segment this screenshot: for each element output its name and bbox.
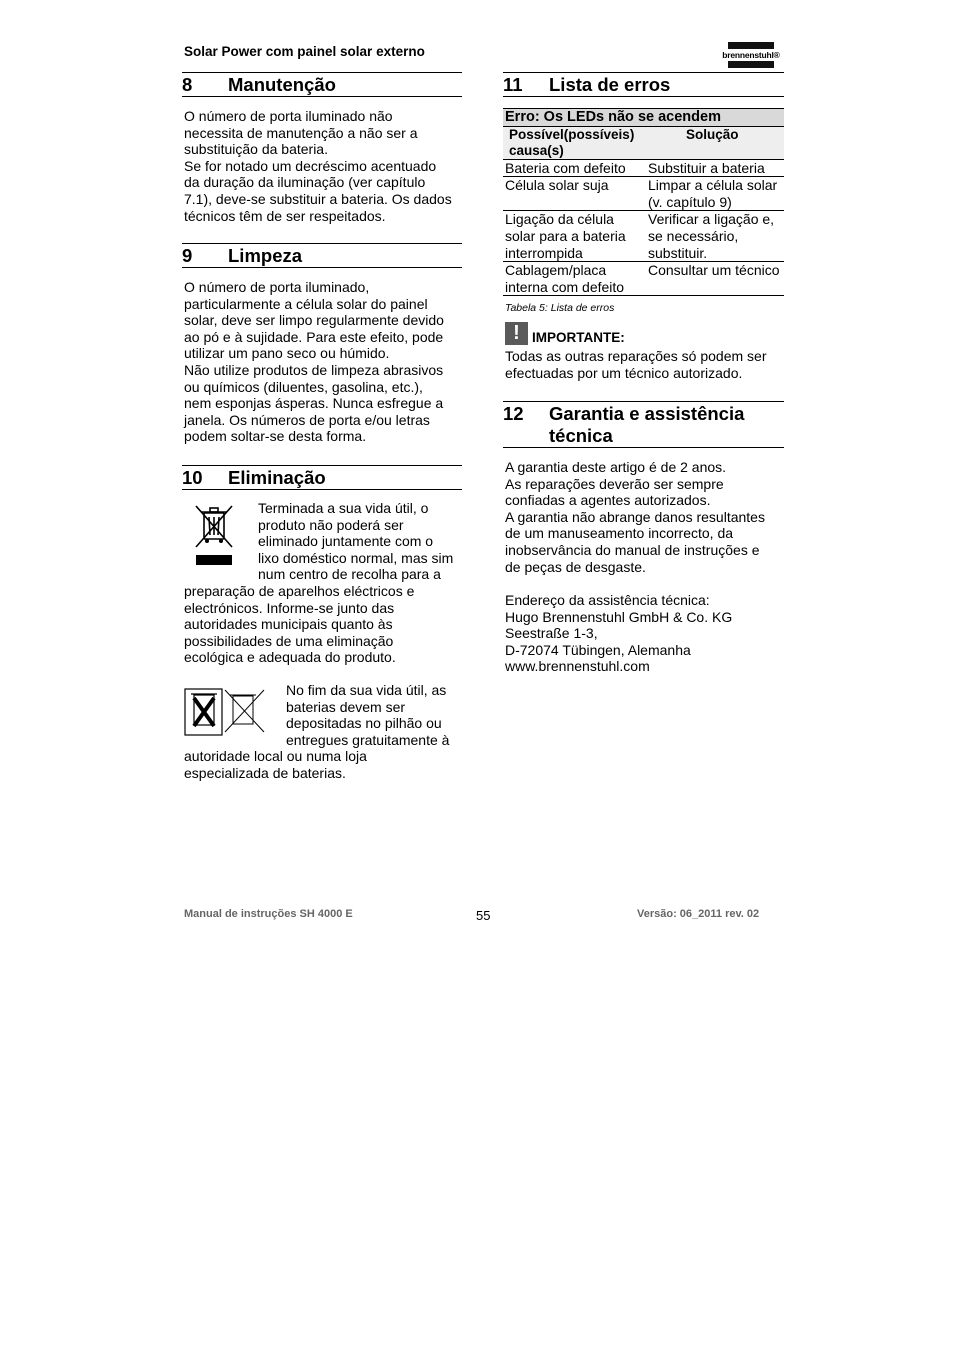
address-line: D-72074 Tübingen, Alemanha xyxy=(505,641,691,658)
text-line: substituição da bateria. xyxy=(184,141,328,158)
cause-cell: Célula solar suja xyxy=(503,177,646,211)
text-line: especializada de baterias. xyxy=(184,764,346,781)
section-12-body xyxy=(505,459,795,575)
section-9-heading xyxy=(182,243,462,268)
text-line: depositadas no pilhão ou xyxy=(286,715,442,732)
logo-wordmark: brennenstuhl® xyxy=(722,50,780,60)
section-10-para1-side xyxy=(258,500,473,583)
text-line: eliminado juntamente com o xyxy=(258,533,434,550)
text-line: O número de porta iluminado, xyxy=(184,279,370,295)
section-number: 9 xyxy=(182,245,193,266)
section-11 xyxy=(503,72,784,97)
section-number: 8 xyxy=(182,74,193,95)
error-table-title-row xyxy=(503,109,784,127)
section-10 xyxy=(182,465,462,490)
text-line: A garantia deste artigo é de 2 anos. xyxy=(505,459,727,475)
text-line: entregues gratuitamente à xyxy=(286,731,450,748)
text-line: preparação de aparelhos eléctricos e xyxy=(184,583,415,599)
section-9 xyxy=(182,243,462,268)
error-table-header-row xyxy=(503,126,784,159)
table-caption: Tabela 5: Lista de erros xyxy=(505,302,615,314)
text-line: electrónicos. Informe-se junto das xyxy=(184,599,395,616)
table-row xyxy=(503,177,784,211)
text-line: podem soltar-se desta forma. xyxy=(184,428,367,445)
error-table xyxy=(503,108,784,296)
solution-cell: Consultar um técnico xyxy=(646,262,784,296)
text-line: ecológica e adequada do produto. xyxy=(184,649,396,666)
table-row xyxy=(503,262,784,296)
warning-exclamation-icon: ! xyxy=(505,322,528,345)
section-9-body xyxy=(184,279,474,445)
text-line: A garantia não abrange danos resultantes xyxy=(505,508,765,525)
section-11-heading xyxy=(503,72,784,97)
error-table-title: Erro: Os LEDs não se acendem xyxy=(503,109,784,127)
section-10-para2-full xyxy=(184,748,474,781)
weee-crossed-bin-icon xyxy=(193,503,235,567)
document-header-title: Solar Power com painel solar externo xyxy=(184,44,425,59)
text-line: Terminada a sua vida útil, o xyxy=(258,500,429,516)
page-number: 55 xyxy=(476,908,491,923)
text-line: possibilidades de uma eliminação xyxy=(184,632,394,649)
text-line: As reparações deverão ser sempre xyxy=(505,475,724,492)
footer-manual-title: Manual de instruções SH 4000 E xyxy=(184,908,353,920)
section-title: Limpeza xyxy=(228,245,303,266)
website-link: www.brennenstuhl.com xyxy=(505,658,650,675)
text-line: autoridade local ou numa loja xyxy=(184,748,367,764)
solution-cell: Substituir a bateria xyxy=(646,159,784,177)
solution-cell: Limpar a célula solar (v. capítulo 9) xyxy=(646,177,784,211)
service-address xyxy=(505,592,795,675)
column-header-cause: Possível(possíveis) causa(s) xyxy=(503,126,646,159)
cause-cell: Cablagem/placa interna com defeito xyxy=(503,262,646,296)
footer-version: Versão: 06_2011 rev. 02 xyxy=(637,908,760,920)
text-line: particularmente a célula solar do painel xyxy=(184,295,428,312)
section-8-heading xyxy=(182,72,462,97)
text-line: inobservância do manual de instruções e xyxy=(505,541,760,558)
address-line: Seestraße 1-3, xyxy=(505,625,598,642)
table-row xyxy=(503,211,784,262)
text-line: O número de porta iluminado não xyxy=(184,108,393,124)
section-title: Lista de erros xyxy=(549,74,671,95)
section-12 xyxy=(503,401,784,448)
important-text xyxy=(505,348,790,381)
logo-bar-bottom xyxy=(728,61,774,68)
text-line: Não utilize produtos de limpeza abrasivos xyxy=(184,361,444,378)
cause-cell: Ligação da célula solar para a bateria interrompida xyxy=(503,211,646,262)
text-line: da duração da iluminação (ver capítulo xyxy=(184,174,426,191)
column-header-solution: Solução xyxy=(646,126,784,159)
section-10-para1-full xyxy=(184,583,474,666)
text-line: solar, deve ser limpo regularmente devido xyxy=(184,312,444,329)
section-8 xyxy=(182,72,462,97)
cause-cell: Bateria com defeito xyxy=(503,159,646,177)
text-line: autoridades municipais quanto às xyxy=(184,616,393,633)
address-line: Endereço da assistência técnica: xyxy=(505,592,710,608)
section-title: Manutenção xyxy=(228,74,336,95)
text-line: No fim da sua vida útil, as xyxy=(286,682,447,698)
text-line: confiadas a agentes autorizados. xyxy=(505,492,711,509)
solution-cell: Verificar a ligação e, se necessário, substituir. xyxy=(646,211,784,262)
battery-disposal-icon xyxy=(184,688,266,736)
section-number: 10 xyxy=(182,467,203,488)
text-line: nem esponjas ásperas. Nunca esfregue a xyxy=(184,395,444,412)
section-number: 11 xyxy=(503,74,523,95)
section-number: 12 xyxy=(503,403,524,424)
text-line: utilizar um pano seco ou húmido. xyxy=(184,345,390,362)
brand-logo xyxy=(718,42,784,68)
text-line: de peças de desgaste. xyxy=(505,558,646,575)
text-line: necessita de manutenção a não ser a xyxy=(184,124,418,141)
section-12-heading xyxy=(503,401,784,448)
section-10-para2-side xyxy=(286,682,476,748)
address-line: Hugo Brennenstuhl GmbH & Co. KG xyxy=(505,608,733,625)
text-line: Se for notado um decréscimo acentuado xyxy=(184,157,437,174)
text-line: ao pó e à sujidade. Para este efeito, pode xyxy=(184,328,444,345)
text-line: produto não poderá ser xyxy=(258,516,404,533)
section-title: Eliminação xyxy=(228,467,326,488)
table-row xyxy=(503,159,784,177)
text-line: ou químicos (diluentes, gasolina, etc.), xyxy=(184,378,423,395)
text-line: baterias devem ser xyxy=(286,698,406,715)
section-title: Garantia e assistência técnica xyxy=(549,403,745,446)
text-line: 7.1), deve-se substituir a bateria. Os dados xyxy=(184,190,452,207)
text-line: janela. Os números de porta e/ou letras xyxy=(184,411,430,428)
text-line: efectuadas por um técnico autorizado. xyxy=(505,364,743,381)
section-10-heading xyxy=(182,465,462,490)
important-label: IMPORTANTE: xyxy=(532,330,625,345)
text-line: num centro de recolha para a xyxy=(258,566,441,583)
text-line: Todas as outras reparações só podem ser xyxy=(505,348,767,364)
text-line: técnicos têm de ser respeitados. xyxy=(184,207,386,224)
logo-bar-top xyxy=(728,42,774,49)
text-line: lixo doméstico normal, mas sim xyxy=(258,549,454,566)
text-line: de um manuseamento incorrecto, da xyxy=(505,525,734,542)
section-8-body xyxy=(184,108,474,224)
